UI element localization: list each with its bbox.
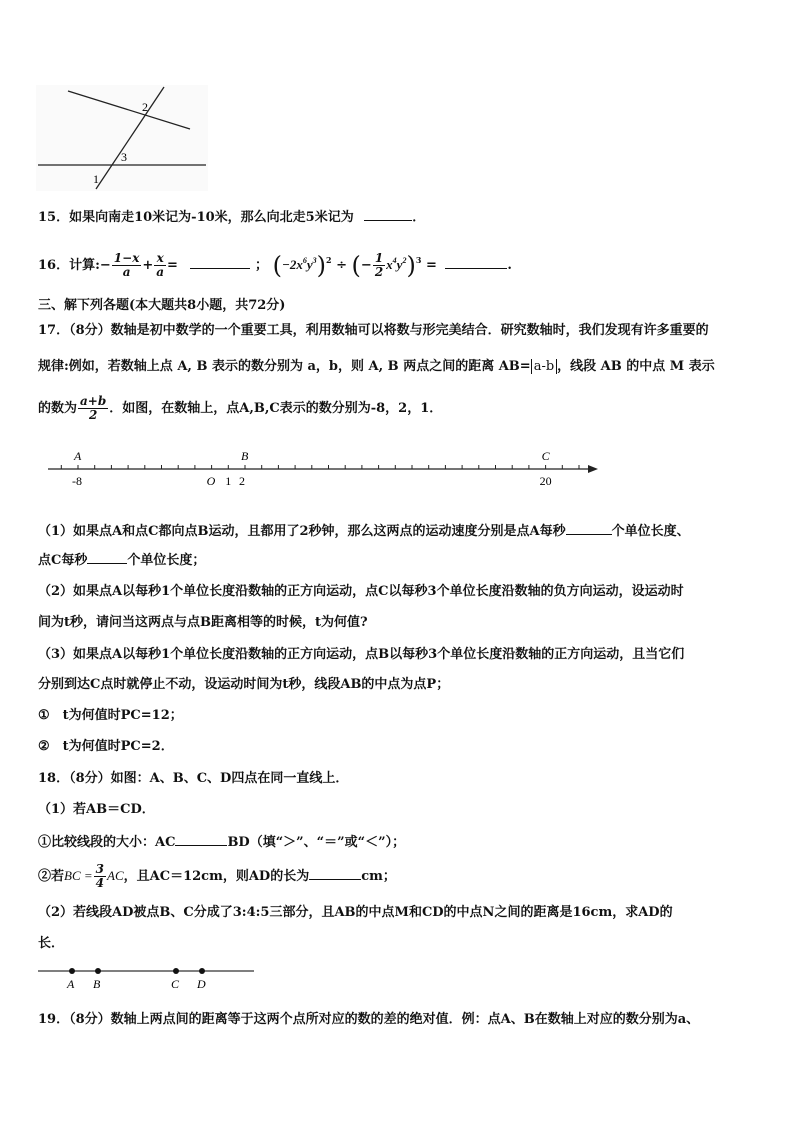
- segment-label-b: B: [93, 977, 101, 991]
- section-3-title: 三、解下列各题(本大题共8小题，共72分): [38, 298, 286, 313]
- q18-item-2: ②若BC = $\frac{3}{4}$ AC，且AC＝12cm，则AD的长为 cm；: [38, 862, 396, 890]
- angle-label-1: 1: [93, 172, 99, 186]
- angle-figure: [36, 85, 208, 191]
- origin-label: O: [206, 474, 216, 488]
- figure-background: [36, 85, 208, 191]
- q16-answer-blank-2[interactable]: [445, 256, 507, 269]
- q16-half-fraction: $\frac{1}{2}$: [374, 251, 384, 279]
- q17-part-1-line-2: 点C每秒 个单位长度；: [38, 553, 206, 568]
- q15-answer-blank[interactable]: [364, 208, 412, 221]
- q17-part-2-line-1: （2）如果点A以每秒1个单位长度沿数轴的正方向运动，点C以每秒3个单位长度沿数轴的负方向运动，设运动时: [38, 584, 684, 599]
- q17-part-2-line-2: 间为t秒，请问当这两点与点B距离相等的时候，t为何值?: [38, 615, 368, 630]
- angle-label-3: 3: [121, 150, 127, 164]
- q16-term-1: $-2x^6y^3$: [281, 256, 317, 272]
- q17-speed-a-blank[interactable]: [566, 522, 612, 535]
- q17-subquestion-1: ① t为何值时PC=12；: [38, 708, 183, 723]
- q16-fraction-1: $\frac{1-x}{a}$: [113, 251, 140, 279]
- q17-line-1: 17．（8分）数轴是初中数学的一个重要工具，利用数轴可以将数与形完美结合．研究数轴时，我们发现有许多重要的: [38, 323, 709, 338]
- q18-item-1: ①比较线段的大小：AC BD（填“＞”、“＝”或“＜”）；: [38, 835, 406, 850]
- segment-label-a: A: [67, 977, 75, 991]
- segment-label-d: D: [197, 977, 206, 991]
- q18-part-2-line-2: 长．: [38, 936, 65, 951]
- q18-three-quarters: $\frac{3}{4}$: [95, 862, 105, 890]
- q16-prefix: 16．计算:: [38, 258, 100, 273]
- point-label-b: B: [241, 449, 249, 463]
- q17-part-3-line-1: （3）如果点A以每秒1个单位长度沿数轴的正方向运动，点B以每秒3个单位长度沿数轴的正方向运动，且当它们: [38, 647, 685, 662]
- q16-fraction-2: $\frac{x}{a}$: [156, 251, 165, 279]
- q18-title: 18．（8分）如图：A、B、C、D四点在同一直线上．: [38, 771, 349, 786]
- q17-part-3-line-2: 分别到达C点时就停止不动，设运动时间为t秒，线段AB的中点为点P；: [38, 677, 450, 692]
- q16-answer-blank-1[interactable]: [190, 256, 250, 269]
- value-label-c: 20: [539, 474, 552, 488]
- q17-number-line: [44, 446, 600, 490]
- q18-ad-length-blank[interactable]: [309, 867, 361, 880]
- q17-midpoint-fraction: $\frac{a+b}{2}$: [80, 394, 107, 422]
- q18-part-1: （1）若AB＝CD．: [38, 802, 155, 817]
- q19-line-1: 19．（8分）数轴上两点间的距离等于这两个点所对应的数的差的绝对值．例：点A、B在数轴上对应的数分别为a、: [38, 1012, 700, 1027]
- question-15: 15．如果向南走10米记为-10米，那么向北走5米记为 ．: [38, 210, 426, 225]
- tick-label-one: 1: [225, 474, 232, 488]
- q18-part-2-line-1: （2）若线段AD被点B、C分成了3:4:5三部分，且AB的中点M和CD的中点N之间的距离是16cm，求AD的: [38, 905, 673, 920]
- point-label-c: C: [541, 449, 550, 463]
- segment-point-d: [199, 968, 205, 974]
- q16-equals-1: =: [167, 258, 178, 273]
- q16-separator: ；: [255, 258, 269, 273]
- q17-subquestion-2: ② t为何值时PC=2．: [38, 739, 174, 754]
- q15-text: 15．如果向南走10米记为-10米，那么向北走5米记为: [38, 210, 354, 225]
- number-line-arrow: [588, 465, 598, 473]
- question-16: 16．计算:− $\frac{1-x}{a}$ + $\frac{x}{a}$ = ； $(-2x^6y^3)^2$ ÷ (− $\frac{1}{2}$ $x^4y^2)^3$ = .: [38, 251, 512, 280]
- point-label-a: A: [74, 449, 82, 463]
- q17-line-2: 规律:例如，若数轴上点 A, B 表示的数分别为 a，b，则 A, B 两点之间的距离 AB= a-b ，线段 AB 的中点 M 表示: [38, 359, 715, 374]
- value-label-b: 2: [239, 474, 245, 488]
- q17-line-3: 的数为 $\frac{a+b}{2}$ ．如图，在数轴上，点A,B,C表示的数分别为-8，2，1．: [38, 394, 443, 422]
- value-label-a: -8: [72, 474, 82, 488]
- q17-speed-c-blank[interactable]: [87, 551, 127, 564]
- q18-compare-blank[interactable]: [175, 833, 227, 846]
- q17-absolute-value: a-b: [531, 359, 557, 374]
- segment-label-c: C: [171, 977, 180, 991]
- segment-point-a: [69, 968, 75, 974]
- q18-segment-figure: [36, 962, 258, 992]
- segment-point-c: [173, 968, 179, 974]
- segment-point-b: [95, 968, 101, 974]
- angle-label-2: 2: [142, 100, 148, 114]
- q17-part-1-line-1: （1）如果点A和点C都向点B运动，且都用了2秒钟，那么这两点的运动速度分别是点A每秒 个单位长度、: [38, 524, 690, 539]
